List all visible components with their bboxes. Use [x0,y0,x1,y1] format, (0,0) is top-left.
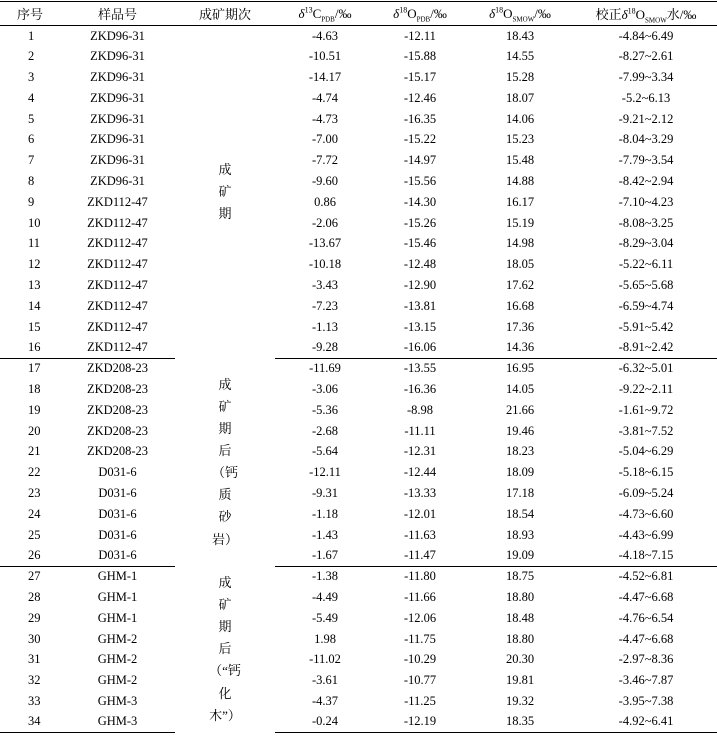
sample-cell: GHM-1 [97,569,138,584]
c13-pdb-cell: -14.17 [308,69,342,84]
stage-char: 砂 [218,509,232,525]
seq-cell: 6 [28,132,35,147]
o18-pdb-cell: -12.46 [403,90,437,105]
table-row [0,317,717,338]
c13-pdb-cell: -2.06 [311,215,339,230]
table-row [0,712,717,733]
o18-pdb-cell: -15.26 [403,215,437,230]
o18-pdb-cell: -13.15 [403,319,437,334]
sample-cell: ZKD112-47 [87,298,148,313]
seq-cell: 34 [0,712,60,733]
corrected-cell: -4.84~6.49 [618,28,674,43]
header-o18-smow [465,2,575,26]
standard-subscript: SMOW [512,15,535,24]
corrected-cell: -8.08~3.25 [618,215,674,230]
seq-cell: 19 [28,402,41,417]
corrected-cell: -3.81~7.52 [618,423,674,438]
o18-pdb-cell: -12.31 [403,444,437,459]
table-row [0,587,717,608]
o18-smow-cell: 18.93 [505,527,535,542]
element-symbol: C [312,5,322,21]
seq-cell: 21 [28,444,41,459]
sample-cell: GHM-2 [97,652,138,667]
table-row [0,337,717,358]
o18-smow-cell: 17.62 [505,277,535,292]
stage-char: 矿 [218,597,232,613]
corrected-cell: -3.95~7.38 [618,693,674,708]
seq-cell: 15 [28,319,41,334]
seq-cell: 8 [28,173,35,188]
sample-cell: D031-6 [98,485,137,500]
table-row [0,566,717,587]
stage-char: 成 [218,376,232,392]
table-row [0,670,717,691]
corrected-cell: -9.21~2.12 [618,111,674,126]
sample-cell: ZKD96-31 [90,28,145,43]
sample-cell: ZKD96-31 [90,173,145,188]
o18-pdb-cell: -12.44 [403,465,437,480]
o18-smow-cell: 18.48 [505,610,535,625]
seq-cell: 2 [28,49,35,64]
table-body [0,26,717,733]
table-row [0,46,717,67]
sample-cell: ZKD96-31 [90,49,145,64]
standard-subscript: PDB [321,15,335,24]
stage-char: 矿 [218,398,232,414]
stage-char: 岩） [211,531,238,547]
o18-smow-cell: 18.80 [505,631,535,646]
o18-pdb-cell: -11.11 [404,423,436,438]
table-row [0,275,717,296]
c13-pdb-cell: -5.64 [311,444,339,459]
c13-pdb-cell: -0.24 [275,712,375,733]
c13-pdb-cell: -10.51 [308,49,342,64]
sample-cell: ZKD112-47 [87,194,148,209]
o18-smow-cell: 19.46 [505,423,535,438]
stage-char: （钙 [211,465,238,481]
corrected-cell: -4.47~6.68 [618,589,674,604]
corrected-cell: -6.59~4.74 [618,298,674,313]
table-row [0,608,717,629]
unit-label: /‰ [534,5,551,21]
o18-pdb-cell: -11.25 [404,693,436,708]
c13-pdb-cell: -4.73 [311,111,339,126]
corrected-cell: -5.91~5.42 [618,319,674,334]
stage-char: 质 [218,487,232,503]
table-row [0,400,717,421]
stage-char: 成 [218,161,232,177]
c13-pdb-cell: -4.37 [311,693,339,708]
c13-pdb-cell: -4.74 [311,90,339,105]
o18-smow-cell: 14.36 [465,337,575,358]
table-row [0,629,717,650]
seq-cell: 32 [28,673,41,688]
delta-symbol: δ [621,7,628,22]
table-row [0,67,717,88]
seq-cell: 30 [28,631,41,646]
seq-cell: 28 [28,589,41,604]
table-row [0,88,717,109]
o18-pdb-cell: -11.80 [404,569,436,584]
o18-pdb-cell: -12.19 [375,712,465,733]
seq-cell: 5 [28,111,35,126]
corrected-cell: -7.79~3.54 [618,153,674,168]
o18-pdb-cell: -16.36 [403,381,437,396]
stage-char: 化 [218,685,232,701]
table-row [0,192,717,213]
mass-number: 18 [627,6,636,16]
seq-cell: 18 [28,381,41,396]
o18-smow-cell: 16.17 [505,194,535,209]
stage-cell [175,26,275,359]
c13-pdb-cell: -3.61 [311,673,339,688]
c13-pdb-cell: -7.23 [311,298,339,313]
header-seq: 序号 [0,2,60,26]
sample-cell: GHM-1 [97,589,138,604]
corrected-cell: -6.09~5.24 [618,485,674,500]
table-row [0,379,717,400]
standard-subscript: PDB [416,15,431,24]
o18-smow-cell: 18.09 [505,465,535,480]
o18-smow-cell: 18.75 [505,569,535,584]
c13-pdb-cell: -3.06 [311,381,339,396]
header-o18-pdb [375,2,465,26]
corrected-prefix: 校正 [595,7,622,22]
sample-cell: ZKD112-47 [87,319,148,334]
sample-cell: ZKD112-47 [87,277,148,292]
o18-smow-cell: 21.66 [505,402,535,417]
o18-smow-cell: 15.48 [505,153,535,168]
c13-pdb-cell: -4.49 [311,589,339,604]
corrected-cell: -8.04~3.29 [618,132,674,147]
seq-cell: 31 [28,652,41,667]
seq-cell: 9 [28,194,35,209]
corrected-cell: -2.97~8.36 [618,652,674,667]
o18-smow-cell: 15.28 [505,69,535,84]
table-row [0,483,717,504]
o18-smow-cell: 14.55 [505,49,535,64]
table-row [0,171,717,192]
c13-pdb-cell: -1.43 [311,527,339,542]
table-header-row [0,2,717,26]
sample-cell: ZKD208-23 [86,361,149,376]
o18-smow-cell: 18.07 [505,90,535,105]
corrected-cell: -5.22~6.11 [618,257,674,272]
seq-cell: 23 [28,485,41,500]
sample-cell: ZKD96-31 [90,153,145,168]
c13-pdb-cell: -9.31 [311,485,339,500]
o18-smow-cell: 18.23 [505,444,535,459]
corrected-cell: -8.42~2.94 [618,173,674,188]
o18-smow-cell: 15.23 [505,132,535,147]
mass-number: 13 [304,5,313,15]
o18-pdb-cell: -10.77 [403,673,437,688]
seq-cell: 26 [0,545,60,566]
o18-smow-cell: 20.30 [505,652,535,667]
table-row [0,150,717,171]
o18-smow-cell: 17.18 [505,485,535,500]
o18-pdb-cell: -12.06 [403,610,437,625]
o18-pdb-cell: -8.98 [406,402,434,417]
o18-pdb-cell: -11.75 [404,631,436,646]
c13-pdb-cell: -7.00 [311,132,339,147]
stage-cell [175,358,275,566]
o18-pdb-cell: -15.17 [403,69,437,84]
stage-char: 矿 [218,184,232,200]
o18-pdb-cell: -15.46 [403,236,437,251]
sample-cell: D031-6 [60,545,175,566]
seq-cell: 29 [28,610,41,625]
o18-smow-cell: 17.36 [505,319,535,334]
seq-cell: 3 [28,69,35,84]
sample-cell: GHM-1 [97,610,138,625]
seq-cell: 14 [28,298,41,313]
o18-pdb-cell: -15.88 [403,49,437,64]
o18-smow-cell: 19.32 [505,693,535,708]
sample-cell: ZKD96-31 [90,132,145,147]
o18-pdb-cell: -12.11 [404,28,436,43]
o18-smow-cell: 18.54 [505,506,535,521]
table-row [0,26,717,47]
o18-pdb-cell: -13.55 [403,361,437,376]
sample-cell: ZKD96-31 [90,111,145,126]
corrected-cell: -5.2~6.13 [621,90,671,105]
o18-pdb-cell: -11.63 [404,527,436,542]
c13-pdb-cell: -4.63 [311,28,339,43]
sample-cell: ZKD208-23 [86,444,149,459]
stage-char: 期 [218,421,232,437]
corrected-cell: -4.73~6.60 [618,506,674,521]
table-row [0,296,717,317]
c13-pdb-cell: -9.28 [275,337,375,358]
stage-char: 期 [218,619,232,635]
seq-cell: 10 [28,215,41,230]
table-row [0,441,717,462]
table-row [0,545,717,566]
o18-smow-cell: 18.35 [465,712,575,733]
corrected-cell: -9.22~2.11 [618,381,674,396]
o18-pdb-cell: -12.48 [403,257,437,272]
o18-pdb-cell: -15.56 [403,173,437,188]
sample-cell: D031-6 [98,506,137,521]
table-row [0,691,717,712]
corrected-cell: -7.10~4.23 [618,194,674,209]
o18-smow-cell: 15.19 [505,215,535,230]
o18-smow-cell: 16.95 [505,361,535,376]
c13-pdb-cell: -12.11 [309,465,341,480]
element-symbol: O [635,7,646,22]
sample-cell: ZKD208-23 [86,423,149,438]
corrected-cell: -4.43~6.99 [618,527,674,542]
c13-pdb-cell: 0.86 [314,194,336,209]
stage-cell [175,566,275,732]
corrected-cell: -4.76~6.54 [618,610,674,625]
sample-cell: D031-6 [98,465,137,480]
seq-cell: 4 [28,90,35,105]
table-row [0,462,717,483]
table-row [0,421,717,442]
table-row [0,358,717,379]
seq-cell: 17 [28,361,41,376]
table-row [0,213,717,234]
corrected-cell: -4.18~7.15 [575,545,717,566]
o18-smow-cell: 14.98 [505,236,535,251]
standard-subscript: SMOW [645,16,667,25]
sample-cell: ZKD96-31 [90,69,145,84]
c13-pdb-cell: -5.49 [311,610,339,625]
o18-pdb-cell: -12.90 [403,277,437,292]
table-row [0,129,717,150]
table-row [0,525,717,546]
header-sample: 样品号 [60,2,175,26]
corrected-cell: -6.32~5.01 [618,361,674,376]
o18-smow-cell: 19.81 [505,673,535,688]
seq-cell: 20 [28,423,41,438]
c13-pdb-cell: -1.67 [275,545,375,566]
corrected-cell: -7.99~3.34 [618,69,674,84]
corrected-cell: -8.29~3.04 [618,236,674,251]
table-row [0,233,717,254]
seq-cell: 24 [28,506,41,521]
o18-pdb-cell: -16.06 [375,337,465,358]
element-symbol: O [407,5,417,21]
o18-smow-cell: 18.43 [505,28,535,43]
o18-smow-cell: 18.05 [505,257,535,272]
seq-cell: 27 [28,569,41,584]
sample-cell: ZKD112-47 [87,215,148,230]
stage-char: 木”） [209,707,241,723]
c13-pdb-cell: -9.60 [311,173,339,188]
sample-cell: ZKD112-47 [87,236,148,251]
corrected-cell: -4.92~6.41 [575,712,717,733]
o18-pdb-cell: -10.29 [403,652,437,667]
c13-pdb-cell: -5.36 [311,402,339,417]
sample-cell: ZKD112-47 [87,257,148,272]
o18-pdb-cell: -12.01 [403,506,437,521]
corrected-cell: -8.91~2.42 [575,337,717,358]
sample-cell: GHM-2 [97,631,138,646]
table-row [0,109,717,130]
sample-cell: D031-6 [98,527,137,542]
mass-number: 18 [399,5,408,15]
sample-cell: ZKD112-47 [60,337,175,358]
o18-pdb-cell: -13.81 [403,298,437,313]
seq-cell: 16 [0,337,60,358]
o18-smow-cell: 19.09 [465,545,575,566]
corrected-cell: -5.65~5.68 [618,277,674,292]
c13-pdb-cell: -13.67 [308,236,342,251]
o18-smow-cell: 18.80 [505,589,535,604]
o18-pdb-cell: -15.22 [403,132,437,147]
c13-pdb-cell: -10.18 [308,257,342,272]
o18-pdb-cell: -11.47 [375,545,465,566]
o18-pdb-cell: -16.35 [403,111,437,126]
c13-pdb-cell: -1.18 [311,506,339,521]
sample-cell: ZKD208-23 [86,381,149,396]
corrected-cell: -5.04~6.29 [618,444,674,459]
seq-cell: 11 [28,236,41,251]
o18-smow-cell: 14.06 [505,111,535,126]
corrected-cell: -8.27~2.61 [618,49,674,64]
seq-cell: 7 [28,153,35,168]
c13-pdb-cell: -11.02 [309,652,341,667]
delta-symbol: δ [393,5,400,21]
seq-cell: 33 [28,693,41,708]
corrected-cell: -3.46~7.87 [618,673,674,688]
unit-label: /‰ [334,5,352,21]
sample-cell: ZKD96-31 [90,90,145,105]
o18-pdb-cell: -13.33 [403,485,437,500]
c13-pdb-cell: -2.68 [311,423,339,438]
table-row [0,504,717,525]
sample-cell: GHM-3 [60,712,175,733]
o18-pdb-cell: -11.66 [404,589,436,604]
seq-cell: 1 [28,28,35,43]
delta-symbol: δ [298,5,305,21]
header-stage: 成矿期次 [175,2,275,26]
seq-cell: 13 [28,277,41,292]
corrected-cell: -4.52~6.81 [618,569,674,584]
sample-cell: GHM-3 [97,693,138,708]
stage-char: 后 [218,641,232,657]
o18-smow-cell: 14.88 [505,173,535,188]
element-symbol: O [503,5,513,21]
corrected-suffix: 水/‰ [666,7,697,22]
c13-pdb-cell: -1.13 [311,319,339,334]
delta-symbol: δ [489,5,496,21]
corrected-cell: -4.47~6.68 [618,631,674,646]
o18-pdb-cell: -14.30 [403,194,437,209]
o18-pdb-cell: -14.97 [403,153,437,168]
sample-cell: ZKD208-23 [86,402,149,417]
corrected-cell: -1.61~9.72 [618,402,674,417]
stage-char: 期 [218,206,232,222]
header-corrected-o18-water [575,2,717,26]
c13-pdb-cell: -3.43 [311,277,339,292]
c13-pdb-cell: -11.69 [309,361,341,376]
unit-label: /‰ [430,5,447,21]
seq-cell: 22 [28,465,41,480]
c13-pdb-cell: -1.38 [311,569,339,584]
stage-char: 后 [218,443,232,459]
header-c13-pdb [275,2,375,26]
isotope-data-table [0,1,717,733]
seq-cell: 12 [28,257,41,272]
table-row [0,649,717,670]
table-row [0,254,717,275]
o18-smow-cell: 14.05 [505,381,535,396]
mass-number: 18 [495,5,504,15]
o18-smow-cell: 16.68 [505,298,535,313]
stage-char: （“钙 [209,663,241,679]
c13-pdb-cell: 1.98 [314,631,336,646]
corrected-cell: -5.18~6.15 [618,465,674,480]
seq-cell: 25 [28,527,41,542]
c13-pdb-cell: -7.72 [311,153,339,168]
sample-cell: GHM-2 [97,673,138,688]
stage-char: 成 [218,575,232,591]
